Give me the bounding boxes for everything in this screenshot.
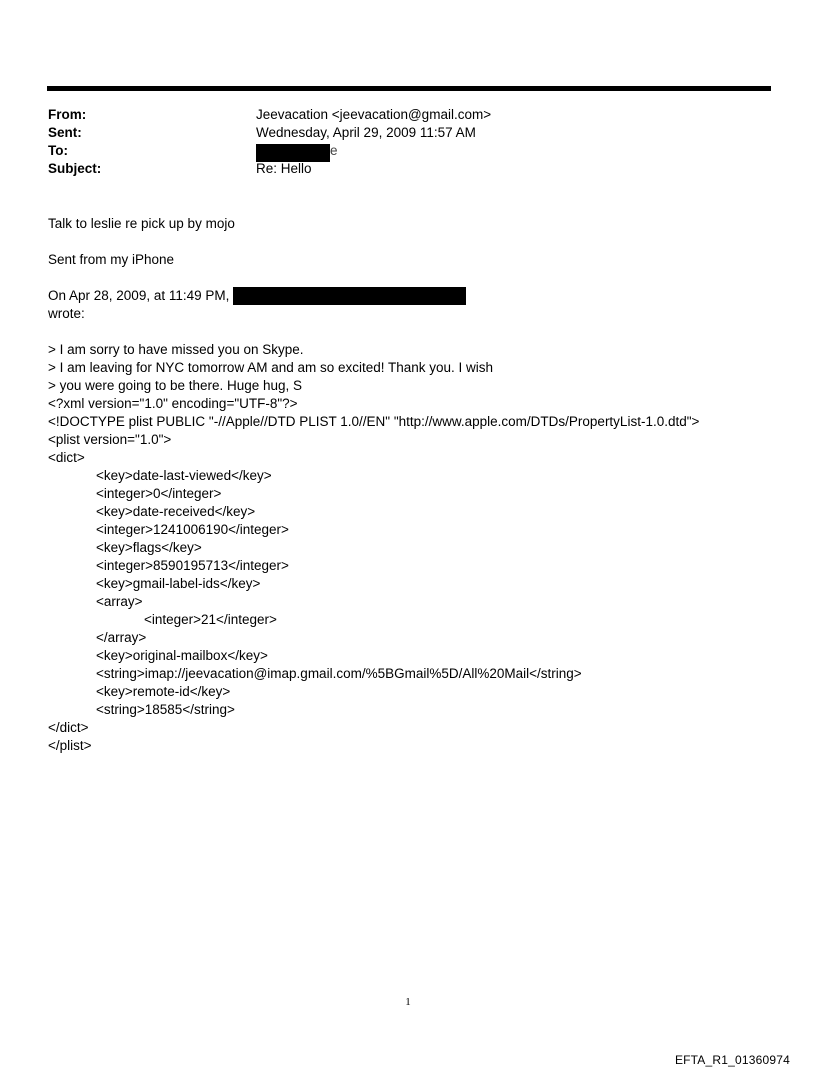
to-remnant-text: e <box>330 143 338 158</box>
xml-line: <string>18585</string> <box>96 702 235 717</box>
xml-line: <key>remote-id</key> <box>96 684 231 699</box>
xml-line: <integer>21</integer> <box>144 612 277 627</box>
to-row <box>48 142 748 160</box>
xml-line: </array> <box>96 630 147 645</box>
sent-label: Sent: <box>48 125 82 140</box>
xml-line: <plist version="1.0"> <box>48 432 172 447</box>
plist-xml-block <box>48 395 788 755</box>
from-label: From: <box>48 107 87 122</box>
xml-line: <dict> <box>48 450 85 465</box>
quoted-message <box>48 341 788 395</box>
xml-line: <integer>8590195713</integer> <box>96 558 289 573</box>
email-body <box>48 215 788 755</box>
xml-line: <key>original-mailbox</key> <box>96 648 268 663</box>
page-number: 1 <box>405 996 411 1008</box>
quote-attribution <box>48 287 788 323</box>
xml-line: </plist> <box>48 738 92 753</box>
xml-line: <key>gmail-label-ids</key> <box>96 576 261 591</box>
sent-value: Wednesday, April 29, 2009 11:57 AM <box>256 125 476 140</box>
quoted-line: > I am leaving for NYC tomorrow AM and am so excited! Thank you. I wish <box>48 360 494 375</box>
subject-row <box>48 160 748 178</box>
from-value: Jeevacation <jeevacation@gmail.com> <box>256 107 492 122</box>
to-label: To: <box>48 143 68 158</box>
body-line-signature: Sent from my iPhone <box>48 252 175 267</box>
xml-line: <key>date-last-viewed</key> <box>96 468 272 483</box>
sent-row <box>48 124 748 142</box>
quoted-line: > I am sorry to have missed you on Skype. <box>48 342 304 357</box>
xml-line: <key>date-received</key> <box>96 504 256 519</box>
attribution-line <box>48 287 788 305</box>
xml-line: <key>flags</key> <box>96 540 202 555</box>
redaction-bar <box>233 287 466 305</box>
xml-line: <string>imap://jeevacation@imap.gmail.com/%5BGmail%5D/All%20Mail</string> <box>96 666 582 681</box>
subject-value: Re: Hello <box>256 161 312 176</box>
xml-line: <integer>1241006190</integer> <box>96 522 289 537</box>
attribution-suffix: wrote: <box>48 306 85 321</box>
xml-line: </dict> <box>48 720 89 735</box>
email-header <box>48 106 748 178</box>
xml-line: <integer>0</integer> <box>96 486 222 501</box>
quoted-line: > you were going to be there. Huge hug, S <box>48 378 303 393</box>
xml-line: <?xml version="1.0" encoding="UTF-8"?> <box>48 396 298 411</box>
from-row <box>48 106 748 124</box>
subject-label: Subject: <box>48 161 102 176</box>
xml-line: <array> <box>96 594 143 609</box>
xml-line: <!DOCTYPE plist PUBLIC "-//Apple//DTD PLIST 1.0//EN" "http://www.apple.com/DTDs/PropertyList-1.0.dtd"> <box>48 414 700 429</box>
header-rule <box>47 86 771 91</box>
bates-number: EFTA_R1_01360974 <box>674 1053 790 1067</box>
attribution-prefix: On Apr 28, 2009, at 11:49 PM, <box>48 288 230 303</box>
body-line-instruction: Talk to leslie re pick up by mojo <box>48 216 235 231</box>
